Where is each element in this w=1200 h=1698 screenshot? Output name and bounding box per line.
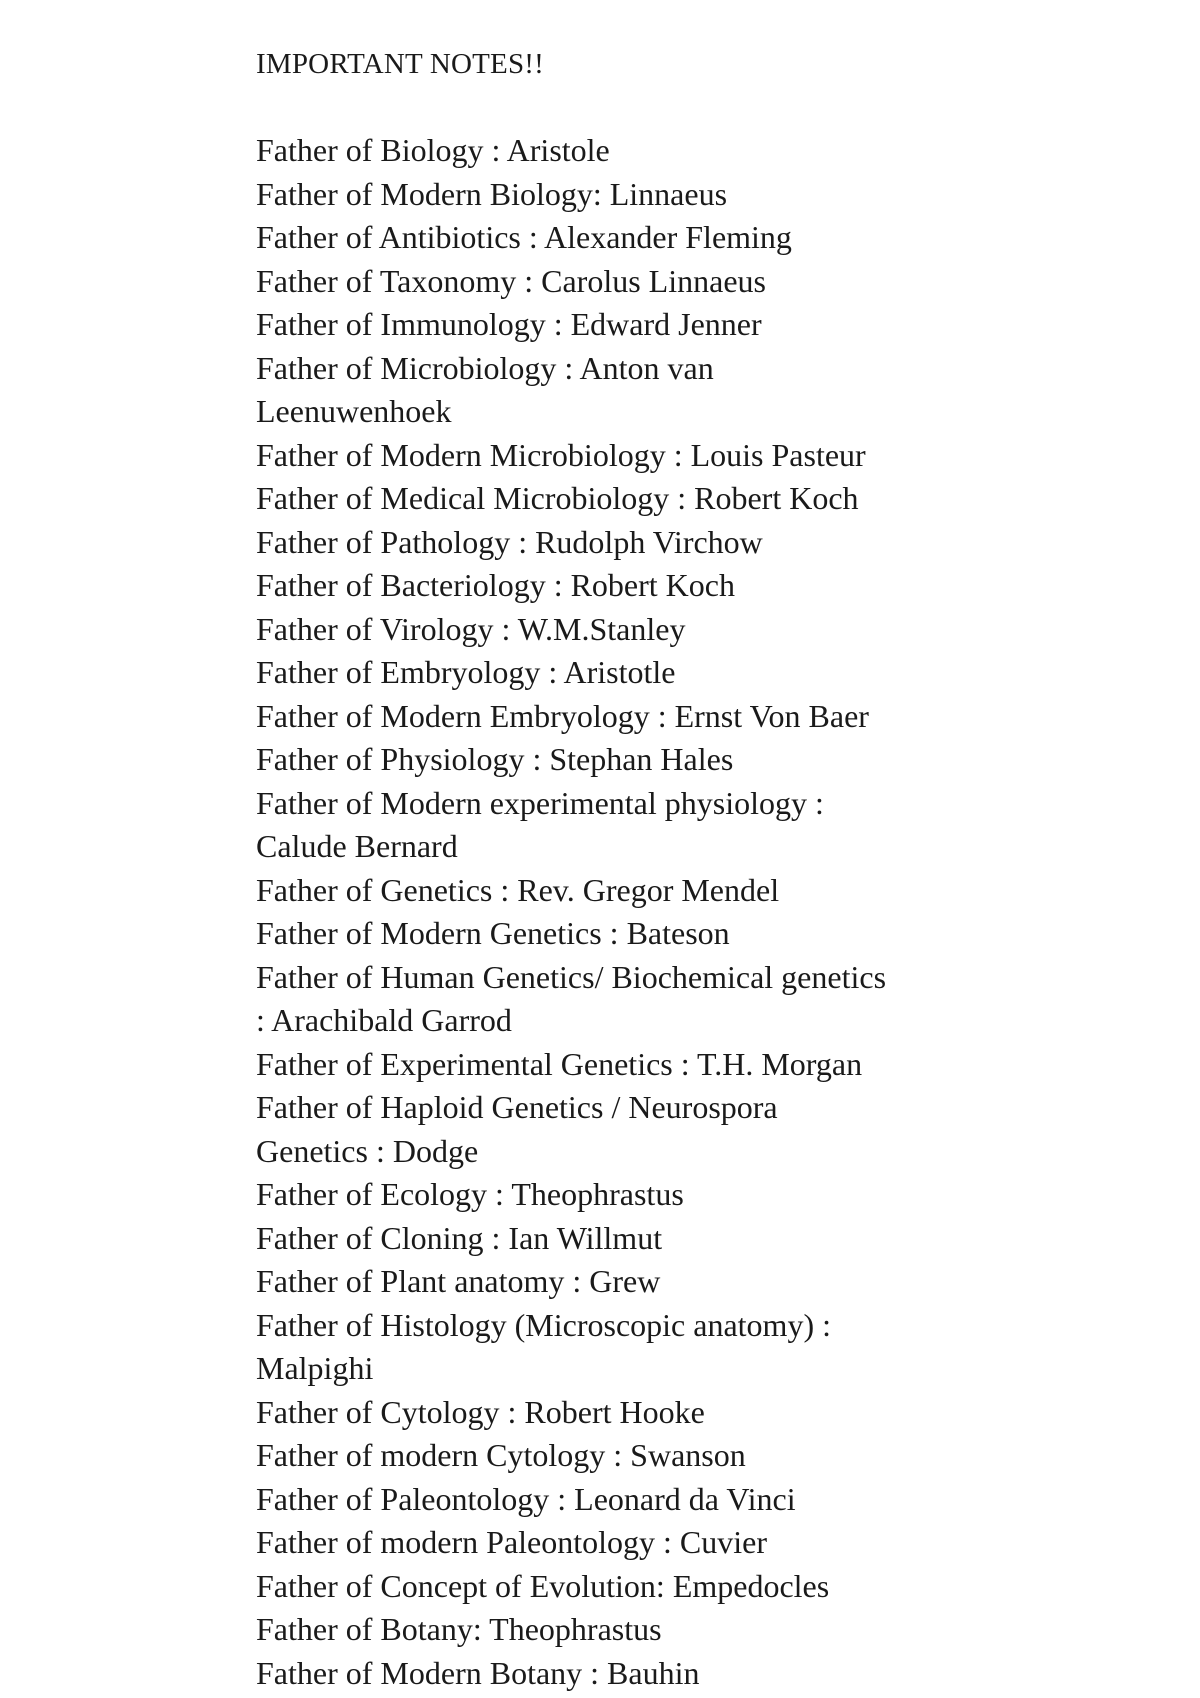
note-line: Father of Modern experimental physiology : [256,784,824,821]
note-line: Father of Taxonomy : Carolus Linnaeus [256,262,766,299]
note-line: Father of Ecology : Theophrastus [256,1176,684,1212]
note-line: Father of Immunology : Edward Jenner [256,306,762,342]
note-line: Father of Human Genetics/ Biochemical genetics [256,958,887,995]
note-line: Father of Cytology : Robert Hooke [256,1393,705,1430]
note-line: Father of Haploid Genetics / Neurospora [256,1089,778,1125]
note-line: Malpighi [256,1350,374,1386]
note-line: Genetics : Dodge [256,1132,479,1169]
note-line: Father of modern Cytology : Swanson [256,1437,746,1473]
note-line: Father of Embryology : Aristotle [256,654,676,690]
note-line: Father of Genetics : Rev. Gregor Mendel [256,871,780,908]
note-line: Father of Biology : Aristole [256,132,610,168]
note-line: Father of Microbiology : Anton van [256,349,714,386]
note-line: Father of Concept of Evolution: Empedocles [256,1567,830,1604]
note-line: Father of Physiology : Stephan Hales [256,741,734,777]
note-line: Father of Modern Microbiology : Louis Pasteur [256,436,866,473]
note-line: Father of Botany: Theophrastus [256,1611,662,1647]
note-line: Father of Pathology : Rudolph Virchow [256,523,763,560]
note-line: Father of Plant anatomy : Grew [256,1263,661,1299]
note-line: Father of Antibiotics : Alexander Fleming [256,219,792,255]
note-line: Father of Bacteriology : Robert Koch [256,567,735,603]
notes-list [256,129,1156,1695]
notes-content [256,42,1156,1695]
note-line: Father of Modern Botany : Bauhin [256,1654,700,1691]
note-line: Leenuwenhoek [256,393,452,429]
note-line: Father of Medical Microbiology : Robert Koch [256,480,859,516]
note-line: Calude Bernard [256,828,458,864]
note-line: Father of Histology (Microscopic anatomy) : [256,1306,831,1343]
note-line: Father of Virology : W.M.Stanley [256,610,686,647]
note-line: : Arachibald Garrod [256,1002,512,1038]
page-title: IMPORTANT NOTES!! [256,48,544,80]
note-line: Father of Modern Genetics : Bateson [256,915,730,951]
note-line: Father of Modern Biology: Linnaeus [256,175,728,212]
note-line: Father of modern Paleontology : Cuvier [256,1524,768,1560]
note-line: Father of Cloning : Ian Willmut [256,1219,663,1256]
note-line: Father of Modern Embryology : Ernst Von Baer [256,697,869,734]
note-line: Father of Paleontology : Leonard da Vinci [256,1480,796,1517]
note-line: Father of Experimental Genetics : T.H. Morgan [256,1045,863,1082]
